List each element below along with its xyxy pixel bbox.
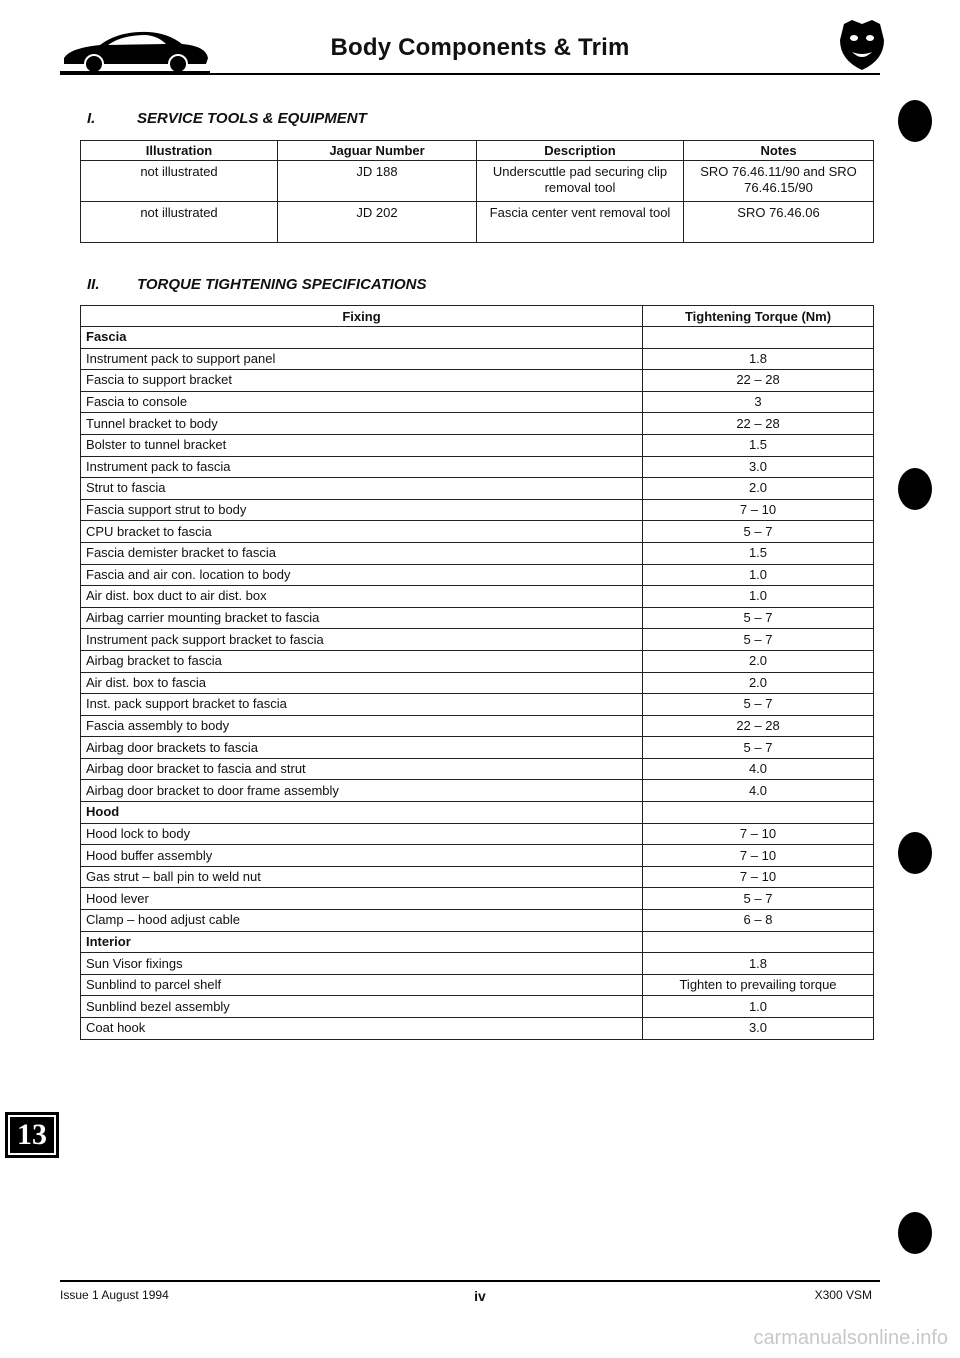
- table-row: [81, 845, 874, 867]
- table-header-row: [81, 306, 874, 327]
- fixing-cell: Strut to fascia: [81, 478, 643, 500]
- table-row: [81, 607, 874, 629]
- torque-cell: 22 – 28: [643, 370, 874, 392]
- fixing-cell: Tunnel bracket to body: [81, 413, 643, 435]
- fixing-cell: Hood buffer assembly: [81, 845, 643, 867]
- table-row: [81, 521, 874, 543]
- torque-cell: [643, 327, 874, 349]
- margin-dot: [898, 1212, 932, 1254]
- table-cell: SRO 76.46.06: [684, 202, 874, 243]
- torque-cell: 22 – 28: [643, 413, 874, 435]
- table-row: [81, 478, 874, 500]
- table-row: [81, 672, 874, 694]
- margin-dot: [898, 468, 932, 510]
- torque-cell: 4.0: [643, 758, 874, 780]
- margin-dot: [898, 832, 932, 874]
- torque-cell: 1.8: [643, 953, 874, 975]
- torque-cell: 7 – 10: [643, 845, 874, 867]
- torque-cell: 2.0: [643, 478, 874, 500]
- table-row: [81, 202, 874, 243]
- table-row: [81, 456, 874, 478]
- torque-cell: 2.0: [643, 672, 874, 694]
- section-number: II.: [87, 276, 100, 293]
- fixing-cell: Inst. pack support bracket to fascia: [81, 694, 643, 716]
- torque-cell: 2.0: [643, 650, 874, 672]
- fixing-cell: Instrument pack to fascia: [81, 456, 643, 478]
- table-group-row: [81, 802, 874, 824]
- section-title: TORQUE TIGHTENING SPECIFICATIONS: [137, 276, 427, 293]
- margin-dot: [898, 100, 932, 142]
- torque-cell: 6 – 8: [643, 910, 874, 932]
- table-row: [81, 780, 874, 802]
- fixing-cell: Hood lever: [81, 888, 643, 910]
- fixing-cell: Airbag door bracket to door frame assembly: [81, 780, 643, 802]
- fixing-cell: CPU bracket to fascia: [81, 521, 643, 543]
- table-cell: Underscuttle pad securing clip removal tool: [477, 161, 684, 202]
- table-row: [81, 866, 874, 888]
- table-row: [81, 391, 874, 413]
- fixing-cell: Air dist. box duct to air dist. box: [81, 586, 643, 608]
- footer-doc-code: X300 VSM: [814, 1288, 872, 1302]
- fixing-cell: Instrument pack support bracket to fascia: [81, 629, 643, 651]
- table-row: [81, 953, 874, 975]
- torque-cell: Tighten to prevailing torque: [643, 974, 874, 996]
- fixing-cell: Fascia: [81, 327, 643, 349]
- torque-cell: 3.0: [643, 456, 874, 478]
- torque-cell: 7 – 10: [643, 823, 874, 845]
- table-cell: JD 188: [278, 161, 477, 202]
- section-title: SERVICE TOOLS & EQUIPMENT: [137, 110, 367, 127]
- fixing-cell: Gas strut – ball pin to weld nut: [81, 866, 643, 888]
- table-row: [81, 694, 874, 716]
- fixing-cell: Airbag door bracket to fascia and strut: [81, 758, 643, 780]
- table-group-row: [81, 931, 874, 953]
- torque-cell: 1.0: [643, 564, 874, 586]
- table-cell: not illustrated: [81, 161, 278, 202]
- table-cell: SRO 76.46.11/90 and SRO 76.46.15/90: [684, 161, 874, 202]
- torque-cell: 1.8: [643, 348, 874, 370]
- fixing-cell: Airbag door brackets to fascia: [81, 737, 643, 759]
- table-row: [81, 434, 874, 456]
- table-row: [81, 888, 874, 910]
- table-cell: JD 202: [278, 202, 477, 243]
- section-number: I.: [87, 110, 96, 127]
- torque-cell: 7 – 10: [643, 866, 874, 888]
- torque-cell: [643, 931, 874, 953]
- torque-cell: 1.5: [643, 542, 874, 564]
- header-rule: [60, 73, 880, 75]
- table-row: [81, 910, 874, 932]
- table-row: [81, 564, 874, 586]
- torque-cell: 4.0: [643, 780, 874, 802]
- torque-cell: 7 – 10: [643, 499, 874, 521]
- table-cell: Fascia center vent removal tool: [477, 202, 684, 243]
- column-header: Description: [477, 141, 684, 161]
- torque-cell: 3.0: [643, 1018, 874, 1040]
- table-row: [81, 974, 874, 996]
- jaguar-head-icon: [838, 18, 886, 72]
- table-row: [81, 715, 874, 737]
- table-row: [81, 1018, 874, 1040]
- fixing-cell: Fascia to console: [81, 391, 643, 413]
- column-header: Illustration: [81, 141, 278, 161]
- torque-cell: 1.5: [643, 434, 874, 456]
- page-title: Body Components & Trim: [330, 34, 630, 61]
- fixing-cell: Hood: [81, 802, 643, 824]
- table-row: [81, 737, 874, 759]
- column-header: Notes: [684, 141, 874, 161]
- fixing-cell: Instrument pack to support panel: [81, 348, 643, 370]
- table-row: [81, 542, 874, 564]
- table-row: [81, 650, 874, 672]
- table-row: [81, 996, 874, 1018]
- torque-cell: 5 – 7: [643, 629, 874, 651]
- torque-cell: 5 – 7: [643, 737, 874, 759]
- torque-cell: 5 – 7: [643, 888, 874, 910]
- table-row: [81, 348, 874, 370]
- table-group-row: [81, 327, 874, 349]
- table-row: [81, 823, 874, 845]
- fixing-cell: Interior: [81, 931, 643, 953]
- watermark: carmanualsonline.info: [753, 1327, 948, 1349]
- table-header-row: [81, 141, 874, 161]
- fixing-cell: Fascia demister bracket to fascia: [81, 542, 643, 564]
- column-header: Jaguar Number: [278, 141, 477, 161]
- column-header: Tightening Torque (Nm): [643, 306, 874, 327]
- table-row: [81, 161, 874, 202]
- torque-cell: 22 – 28: [643, 715, 874, 737]
- torque-cell: 5 – 7: [643, 607, 874, 629]
- torque-specifications-table: [80, 305, 874, 1040]
- fixing-cell: Sunblind bezel assembly: [81, 996, 643, 1018]
- torque-table-body: [81, 327, 874, 1040]
- fixing-cell: Airbag carrier mounting bracket to fascia: [81, 607, 643, 629]
- fixing-cell: Clamp – hood adjust cable: [81, 910, 643, 932]
- fixing-cell: Air dist. box to fascia: [81, 672, 643, 694]
- table-row: [81, 499, 874, 521]
- fixing-cell: Coat hook: [81, 1018, 643, 1040]
- table-row: [81, 629, 874, 651]
- fixing-cell: Fascia to support bracket: [81, 370, 643, 392]
- footer-rule: [60, 1280, 880, 1282]
- fixing-cell: Fascia support strut to body: [81, 499, 643, 521]
- footer-issue: Issue 1 August 1994: [60, 1288, 169, 1302]
- torque-cell: 5 – 7: [643, 694, 874, 716]
- column-header: Fixing: [81, 306, 643, 327]
- table-row: [81, 413, 874, 435]
- fixing-cell: Fascia assembly to body: [81, 715, 643, 737]
- fixing-cell: Bolster to tunnel bracket: [81, 434, 643, 456]
- section-heading-tools: [87, 110, 367, 127]
- fixing-cell: Fascia and air con. location to body: [81, 564, 643, 586]
- fixing-cell: Airbag bracket to fascia: [81, 650, 643, 672]
- fixing-cell: Hood lock to body: [81, 823, 643, 845]
- torque-cell: 5 – 7: [643, 521, 874, 543]
- torque-cell: [643, 802, 874, 824]
- chapter-tab: 13: [5, 1112, 59, 1158]
- section-heading-torque: [87, 276, 426, 293]
- table-row: [81, 758, 874, 780]
- torque-cell: 1.0: [643, 586, 874, 608]
- table-row: [81, 370, 874, 392]
- table-cell: not illustrated: [81, 202, 278, 243]
- service-tools-table: [80, 140, 874, 243]
- fixing-cell: Sun Visor fixings: [81, 953, 643, 975]
- torque-cell: 3: [643, 391, 874, 413]
- torque-cell: 1.0: [643, 996, 874, 1018]
- table-row: [81, 586, 874, 608]
- footer-page-number: iv: [474, 1288, 486, 1304]
- fixing-cell: Sunblind to parcel shelf: [81, 974, 643, 996]
